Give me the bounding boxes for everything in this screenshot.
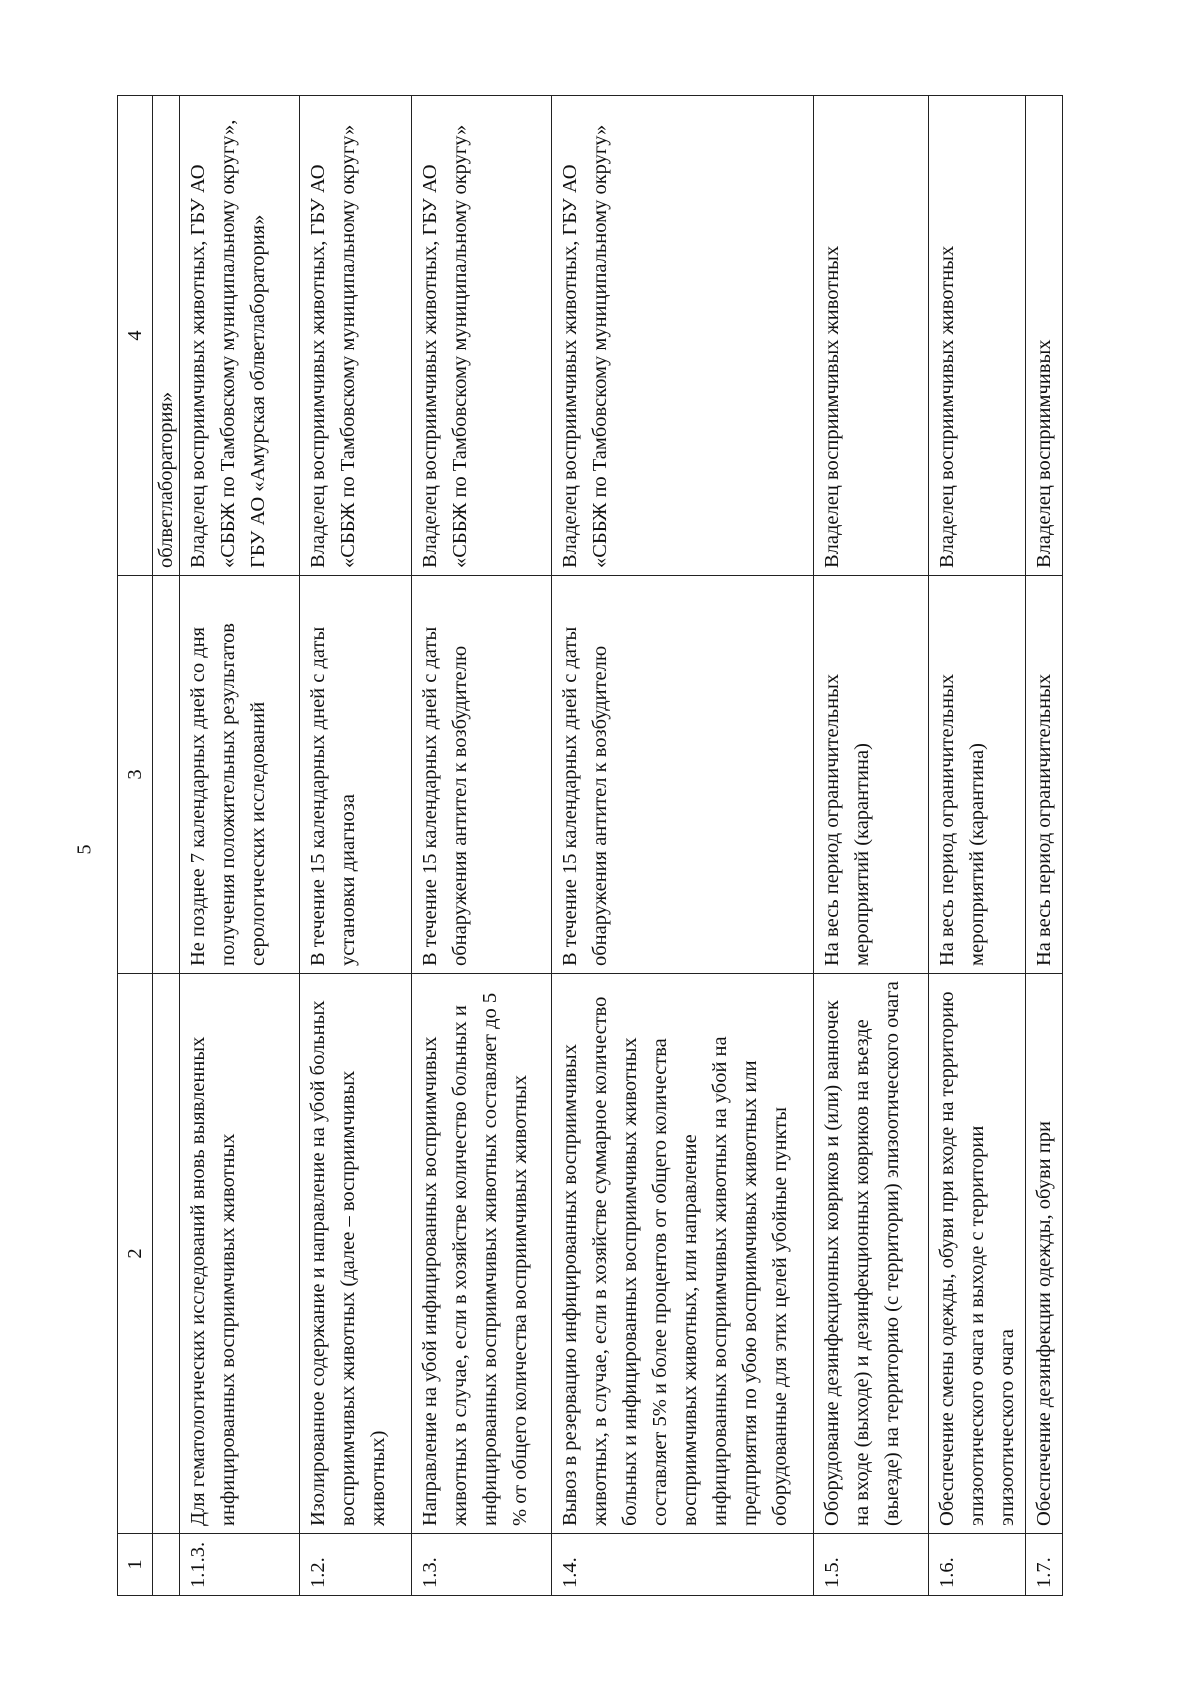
table-row xyxy=(180,96,300,1596)
header-cell: 4 xyxy=(118,96,153,576)
measure-cell: Обеспечение дезинфекции одежды, обуви при xyxy=(1026,974,1063,1534)
header-cell: 3 xyxy=(118,576,153,974)
item-number: 1.6. xyxy=(929,1534,1026,1596)
term-cell: На весь период ограничительных мероприятий (карантина) xyxy=(814,576,929,974)
responsible-cell: Владелец восприимчивых животных xyxy=(929,96,1026,576)
measure-cell: Изолированное содержание и направление на убой больных восприимчивых животных (далее – восприимчивых животных) xyxy=(300,974,412,1534)
term-cell: На весь период ограничительных мероприятий (карантина) xyxy=(929,576,1026,974)
page-number: 5 xyxy=(73,844,96,855)
continuation-cell xyxy=(153,576,180,974)
continuation-row xyxy=(153,96,180,1596)
measures-table xyxy=(117,95,1063,1596)
responsible-cell: Владелец восприимчивых животных, ГБУ АО «СББЖ по Тамбовскому муниципальному округу» xyxy=(552,96,814,576)
header-row xyxy=(118,96,153,1596)
item-number: 1.4. xyxy=(552,1534,814,1596)
responsible-cell: Владелец восприимчивых животных xyxy=(814,96,929,576)
table-row xyxy=(412,96,552,1596)
table-row xyxy=(1026,96,1063,1596)
measure-cell: Направление на убой инфицированных восприимчивых животных в случае, если в хозяйстве количество больных и инфицированных восприимчивых животных составляет до 5 % от общего количества восприимчивых животных xyxy=(412,974,552,1534)
term-cell: На весь период ограничительных xyxy=(1026,576,1063,974)
measure-cell: Оборудование дезинфекционных ковриков и (или) ванночек на входе (выходе) и дезинфекционных ковриков на въезде (выезде) на территорию (с территории) эпизоотического очага xyxy=(814,974,929,1534)
item-number: 1.7. xyxy=(1026,1534,1063,1596)
responsible-cell: Владелец восприимчивых xyxy=(1026,96,1063,576)
measure-cell: Вывоз в резервацию инфицированных восприимчивых животных, в случае, если в хозяйстве суммарное количество больных и инфицированных восприимчивых животных составляет 5% и более процентов от общего количества восприимчивых животных, или направление инфицированных восприимчивых животных на убой на предприятия по убою восприимчивых животных или оборудованные для этих целей убойные пункты xyxy=(552,974,814,1534)
measure-cell: Для гематологических исследований вновь выявленных инфицированных восприимчивых животных xyxy=(180,974,300,1534)
term-cell: В течение 15 календарных дней с даты установки диагноза xyxy=(300,576,412,974)
rotated-page xyxy=(117,96,1127,1596)
responsible-cell: Владелец восприимчивых животных, ГБУ АО «СББЖ по Тамбовскому муниципальному округу» xyxy=(300,96,412,576)
header-cell: 1 xyxy=(118,1534,153,1596)
responsible-cell: Владелец восприимчивых животных, ГБУ АО «СББЖ по Тамбовскому муниципальному округу» xyxy=(412,96,552,576)
table-row xyxy=(552,96,814,1596)
responsible-cell: Владелец восприимчивых животных, ГБУ АО «СББЖ по Тамбовскому муниципальному округу», ГБУ АО «Амурская облветлаборатория» xyxy=(180,96,300,576)
header-cell: 2 xyxy=(118,974,153,1534)
item-number: 1.3. xyxy=(412,1534,552,1596)
continuation-cell: облветлаборатория» xyxy=(153,96,180,576)
item-number: 1.1.3. xyxy=(180,1534,300,1596)
table-row xyxy=(814,96,929,1596)
continuation-cell xyxy=(153,1534,180,1596)
item-number: 1.2. xyxy=(300,1534,412,1596)
term-cell: В течение 15 календарных дней с даты обнаружения антител к возбудителю xyxy=(412,576,552,974)
table-row xyxy=(929,96,1026,1596)
term-cell: Не позднее 7 календарных дней со дня получения положительных результатов серологических исследований xyxy=(180,576,300,974)
continuation-cell xyxy=(153,974,180,1534)
term-cell: В течение 15 календарных дней с даты обнаружения антител к возбудителю xyxy=(552,576,814,974)
item-number: 1.5. xyxy=(814,1534,929,1596)
table-row xyxy=(300,96,412,1596)
measure-cell: Обеспечение смены одежды, обуви при входе на территорию эпизоотического очага и выходе с территории эпизоотического очага xyxy=(929,974,1026,1534)
